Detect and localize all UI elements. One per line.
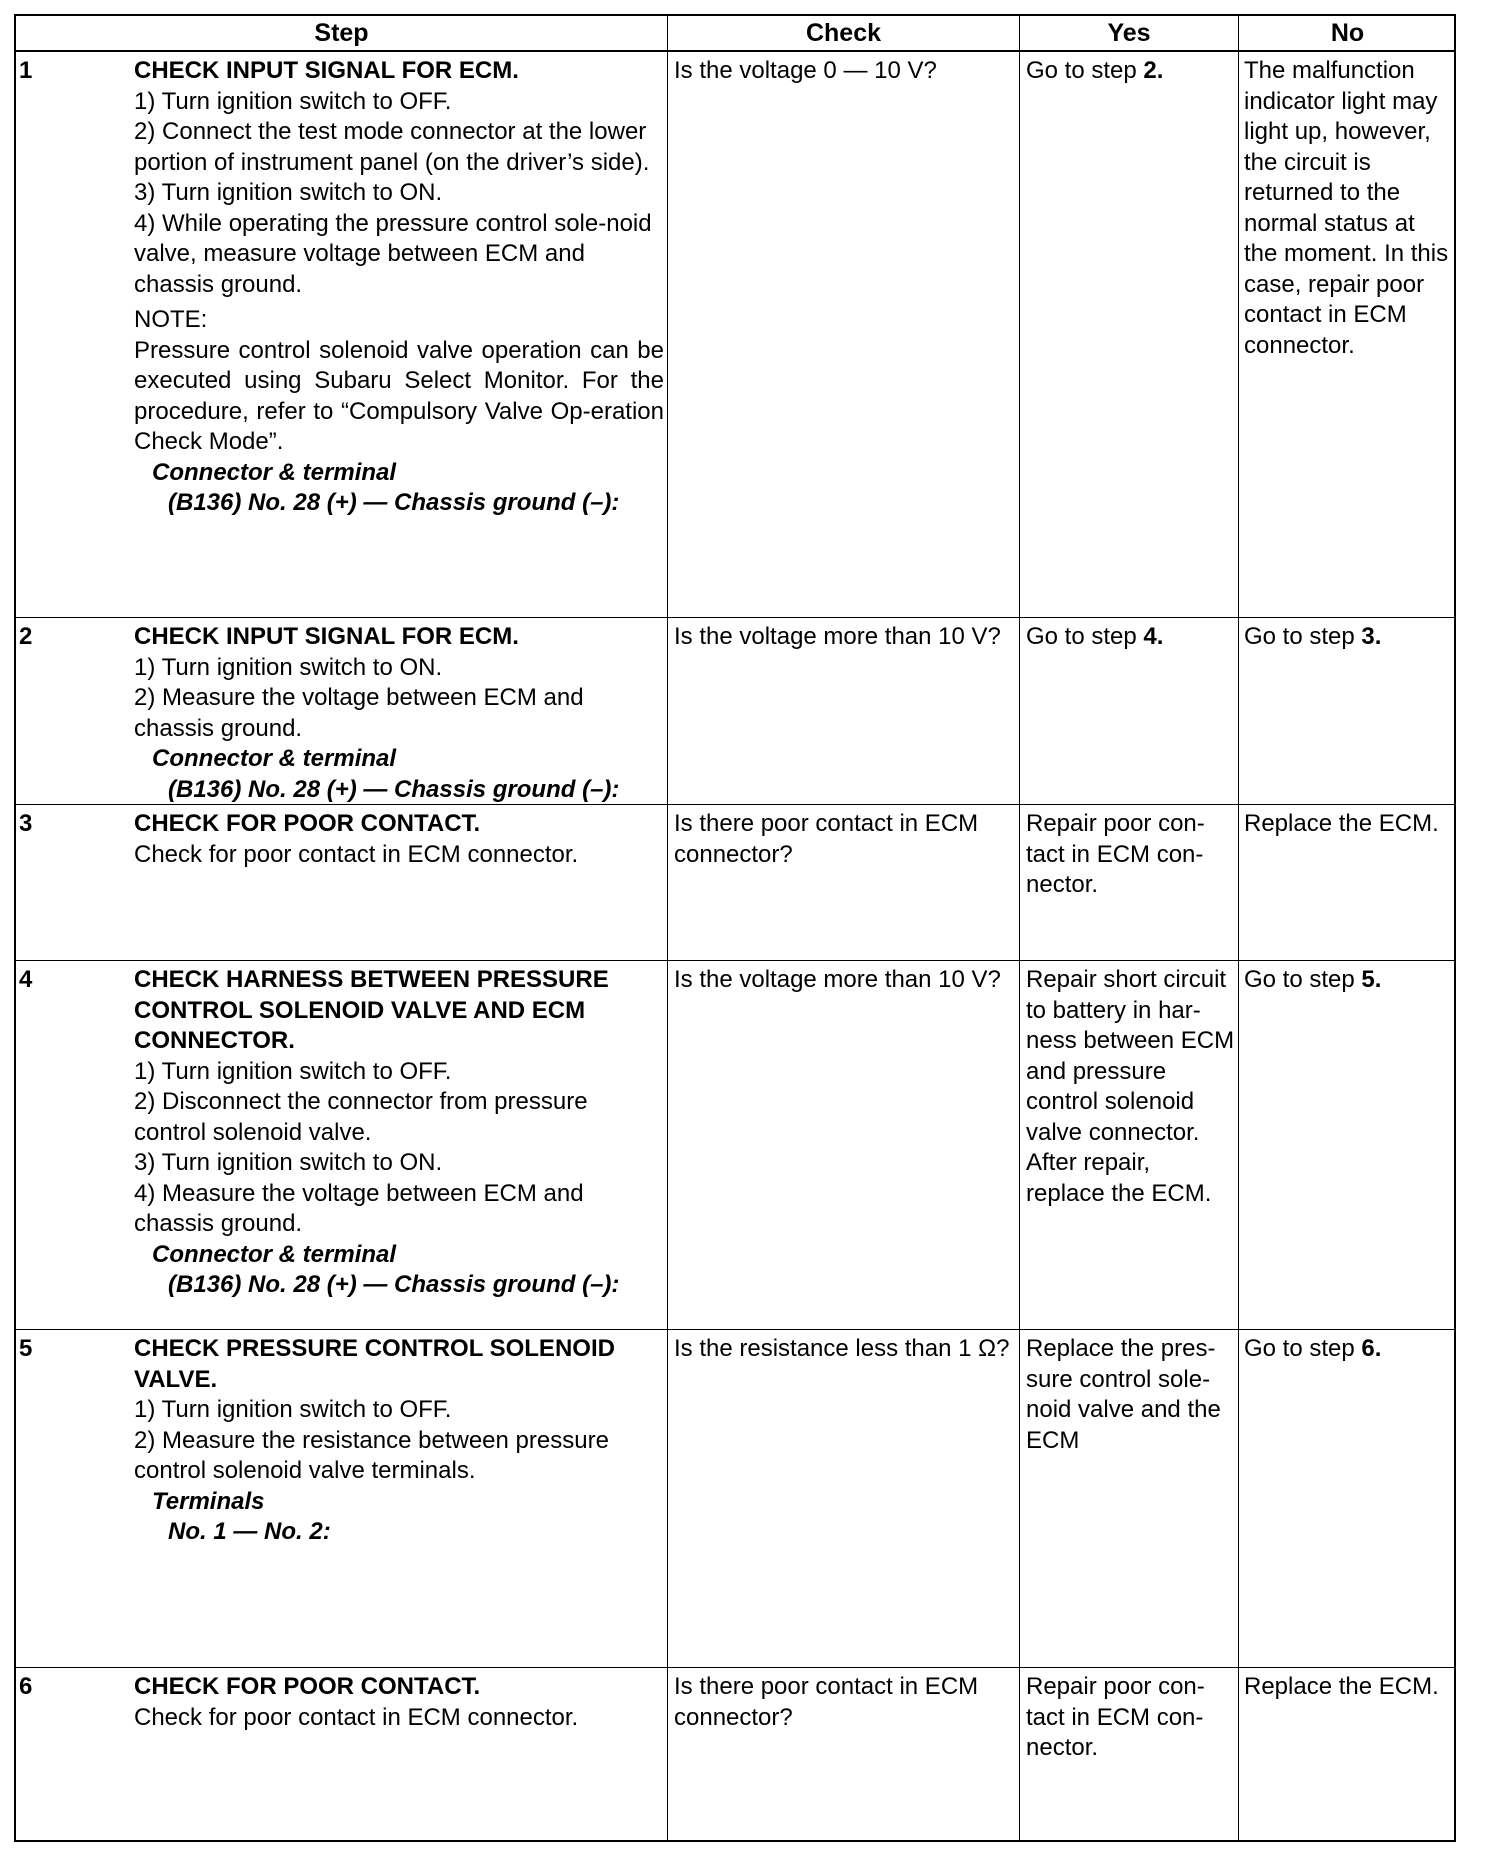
table-row-6 xyxy=(16,1668,1454,1840)
step-number: 3 xyxy=(19,810,33,837)
yes-action: Repair poor con-tact in ECM con-nector. xyxy=(1026,1673,1205,1761)
header-check: Check xyxy=(805,19,882,47)
note-heading: NOTE: xyxy=(134,306,208,333)
spec-value: (B136) No. 28 (+) — Chassis ground (–): xyxy=(168,1271,620,1298)
table-row-1 xyxy=(16,52,1454,617)
check-question: Is there poor contact in ECM connector? xyxy=(674,810,979,868)
yes-action xyxy=(1020,52,1239,617)
step-item: 2) Measure the resistance between pressure control solenoid valve terminals. xyxy=(134,1426,609,1484)
step-body: Check for poor contact in ECM connector. xyxy=(134,840,579,868)
check-question: Is the voltage more than 10 V? xyxy=(674,623,1001,650)
spec-value: No. 1 — No. 2: xyxy=(168,1518,331,1545)
step-item: 2) Measure the voltage between ECM and chassis ground. xyxy=(134,684,584,742)
yes-action-text: Go to step xyxy=(1026,57,1144,84)
spec-heading: Terminals xyxy=(152,1487,265,1515)
step-title: CHECK INPUT SIGNAL FOR ECM. xyxy=(134,623,519,650)
spec-value: (B136) No. 28 (+) — Chassis ground (–): xyxy=(168,489,620,516)
check-question: Is the voltage more than 10 V? xyxy=(674,966,1001,993)
step-item: 2) Disconnect the connector from pressure control solenoid valve. xyxy=(134,1088,588,1146)
check-question: Is the resistance less than 1 Ω? xyxy=(674,1335,1010,1362)
step-title: CHECK PRESSURE CONTROL SOLENOID VALVE. xyxy=(134,1335,615,1393)
spec-value: (B136) No. 28 (+) — Chassis ground (–): xyxy=(168,775,620,803)
no-action: Replace the ECM. xyxy=(1244,1673,1439,1700)
step-number: 1 xyxy=(19,57,33,84)
spec-heading: Connector & terminal xyxy=(152,1240,397,1268)
table-row-5 xyxy=(16,1330,1454,1667)
table-row-4 xyxy=(16,961,1454,1329)
step-item: 1) Turn ignition switch to OFF. xyxy=(134,87,452,115)
no-step-ref: 6. xyxy=(1361,1335,1382,1362)
step-item: 3) Turn ignition switch to ON. xyxy=(134,1149,443,1176)
step-title: CHECK FOR POOR CONTACT. xyxy=(134,1673,481,1700)
spec-heading: Connector & terminal xyxy=(152,745,397,772)
no-action-text: Go to step xyxy=(1244,1335,1362,1362)
check-question: Is the voltage 0 — 10 V? xyxy=(674,57,937,84)
table-row-3 xyxy=(16,805,1454,960)
step-instructions xyxy=(133,961,668,1329)
yes-action: Repair poor con-tact in ECM con-nector. xyxy=(1026,810,1205,898)
step-body: Check for poor contact in ECM connector. xyxy=(134,1703,579,1731)
header-step: Step xyxy=(314,19,369,47)
step-number: 2 xyxy=(19,623,33,650)
yes-action-text: Go to step xyxy=(1026,623,1144,650)
no-action xyxy=(1239,618,1456,804)
yes-step-ref: 2. xyxy=(1143,57,1164,84)
step-item: 4) Measure the voltage between ECM and chassis ground. xyxy=(134,1179,584,1237)
spec-heading: Connector & terminal xyxy=(152,458,397,486)
no-action xyxy=(1239,961,1456,1329)
step-item: 3) Turn ignition switch to ON. xyxy=(134,179,443,206)
step-number: 5 xyxy=(19,1335,33,1362)
step-title: CHECK HARNESS BETWEEN PRESSURE CONTROL SOLENOID VALVE AND ECM CONNECTOR. xyxy=(134,966,609,1054)
table-row-2 xyxy=(16,618,1454,804)
header-yes: Yes xyxy=(1107,19,1151,47)
step-instructions xyxy=(133,52,668,617)
step-instructions xyxy=(133,618,668,804)
no-step-ref: 3. xyxy=(1361,623,1382,650)
diagnostic-table xyxy=(14,14,1456,1842)
yes-step-ref: 4. xyxy=(1143,623,1164,650)
yes-action: Repair short circuit to battery in har-ness between ECM and pressure control solenoid valve connector. After repair, replace the ECM. xyxy=(1026,966,1235,1207)
step-instructions xyxy=(133,1668,668,1840)
header-no: No xyxy=(1330,19,1365,47)
no-step-ref: 5. xyxy=(1361,966,1382,993)
step-title: CHECK INPUT SIGNAL FOR ECM. xyxy=(134,57,519,84)
step-item: 1) Turn ignition switch to OFF. xyxy=(134,1396,452,1423)
step-number: 6 xyxy=(19,1673,33,1700)
step-number: 4 xyxy=(19,966,33,993)
note-text: Pressure control solenoid valve operation can be executed using Subaru Select Monitor. For the procedure, refer to “Compulsory Valve Op-eration Check Mode”. xyxy=(134,336,664,455)
step-instructions xyxy=(133,805,668,960)
no-action: Replace the ECM. xyxy=(1244,810,1439,837)
step-item: 4) While operating the pressure control sole-noid valve, measure voltage between ECM and chassis ground. xyxy=(134,209,652,298)
no-action: The malfunction indicator light may light up, however, the circuit is returned to the normal status at the moment. In this case, repair poor contact in ECM connector. xyxy=(1244,57,1449,359)
no-action-text: Go to step xyxy=(1244,623,1362,650)
step-title: CHECK FOR POOR CONTACT. xyxy=(134,810,481,837)
step-item: 2) Connect the test mode connector at the lower portion of instrument panel (on the driver’s side). xyxy=(134,118,650,176)
step-instructions xyxy=(133,1330,668,1667)
yes-action: Replace the pres-sure control sole-noid valve and the ECM xyxy=(1026,1335,1221,1454)
step-item: 1) Turn ignition switch to ON. xyxy=(134,653,443,681)
no-action xyxy=(1239,1330,1456,1667)
step-item: 1) Turn ignition switch to OFF. xyxy=(134,1057,452,1085)
check-question: Is there poor contact in ECM connector? xyxy=(674,1673,979,1731)
yes-action xyxy=(1020,618,1239,804)
no-action-text: Go to step xyxy=(1244,966,1362,993)
